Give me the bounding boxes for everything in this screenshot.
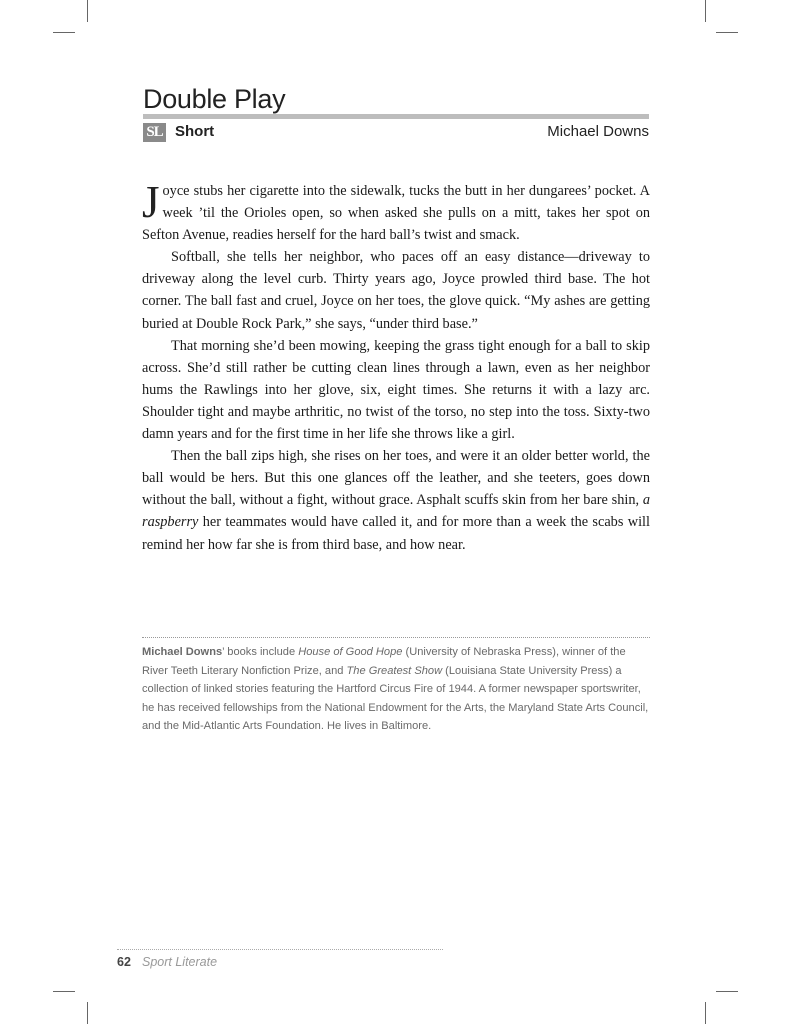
crop-mark <box>53 991 75 992</box>
crop-mark <box>87 0 88 22</box>
bio-divider <box>142 637 650 638</box>
drop-cap: J <box>142 177 160 227</box>
page-title: Double Play <box>143 84 286 114</box>
crop-mark <box>705 1002 706 1024</box>
crop-mark <box>87 1002 88 1024</box>
bio-name: Michael Downs <box>142 646 223 658</box>
bio-text: ’ books include <box>222 646 299 658</box>
bio-text: (Louisiana State University Press) a collection of linked stories featuring the Hartford Circus Fire of 1944. A former newspaper sportswriter, he has received fellowships from the National Endowment for the Arts, the Maryland State Arts Council, and the Mid-Atlantic Arts Foundation. He lives in Baltimore. <box>142 664 649 733</box>
bio-book-title: The Greatest Show <box>346 664 443 677</box>
story-italic: a raspberry <box>142 492 650 531</box>
story-paragraph: That morning she’d been mowing, keeping the grass tight enough for a ball to skip across. She’d still rather be cutting clean lines through a lawn, even as her neighbor hums the Rawlings into her glove, six, eight times. She returns it with a lazy arc. Shoulder tight and maybe arthritic, no twist of the torso, no step into the toss. Sixty-two damn years and for the first time in her life she throws like a girl. <box>142 337 650 443</box>
contributor-bio <box>142 643 650 736</box>
bio-book-title: House of Good Hope <box>298 646 403 658</box>
crop-mark <box>705 0 706 22</box>
page-number: 62 <box>117 955 131 969</box>
bio-text: (University of Nebraska Press), winner of the River Teeth Literary Nonfiction Prize, and <box>142 646 626 677</box>
story-paragraph <box>142 445 650 555</box>
title-rule <box>143 114 649 119</box>
story-paragraph: Softball, she tells her neighbor, who paces off an easy distance—driveway to driveway along the level curb. Thirty years ago, Joyce prowled third base. The hot corner. The ball fast and cruel, Joyce on her toes, the glove quick. “My ashes are getting buried at Double Rock Park,” she says, “under third base.” <box>142 249 650 332</box>
story-text: her teammates would have called it, and for more than a week the scabs will remind her how far she is from third base, and how near. <box>142 514 650 553</box>
crop-mark <box>53 32 75 33</box>
author-name: Michael Downs <box>547 123 649 140</box>
crop-mark <box>716 32 738 33</box>
genre-label: Short <box>175 123 215 140</box>
story-paragraph <box>142 177 650 246</box>
footer-divider <box>117 949 443 950</box>
story-body <box>142 177 650 556</box>
story-text: oyce stubs her cigarette into the sidewalk, tucks the butt in her dungarees’ pocket. A week ’til the Orioles open, so when asked she pulls on a mitt, takes her spot on Sefton Avenue, readies herself for the hard ball’s twist and smack. <box>142 183 650 244</box>
story-text: Then the ball zips high, she rises on her toes, and were it an older better world, the ball would be hers. But this one glances off the leather, and she teeters, goes down without the ball, without a fight, without grace. Asphalt scuffs skin from her bare shin, <box>142 448 650 509</box>
section-badge: SL <box>143 123 166 142</box>
crop-mark <box>716 991 738 992</box>
journal-name: Sport Literate <box>142 955 218 969</box>
